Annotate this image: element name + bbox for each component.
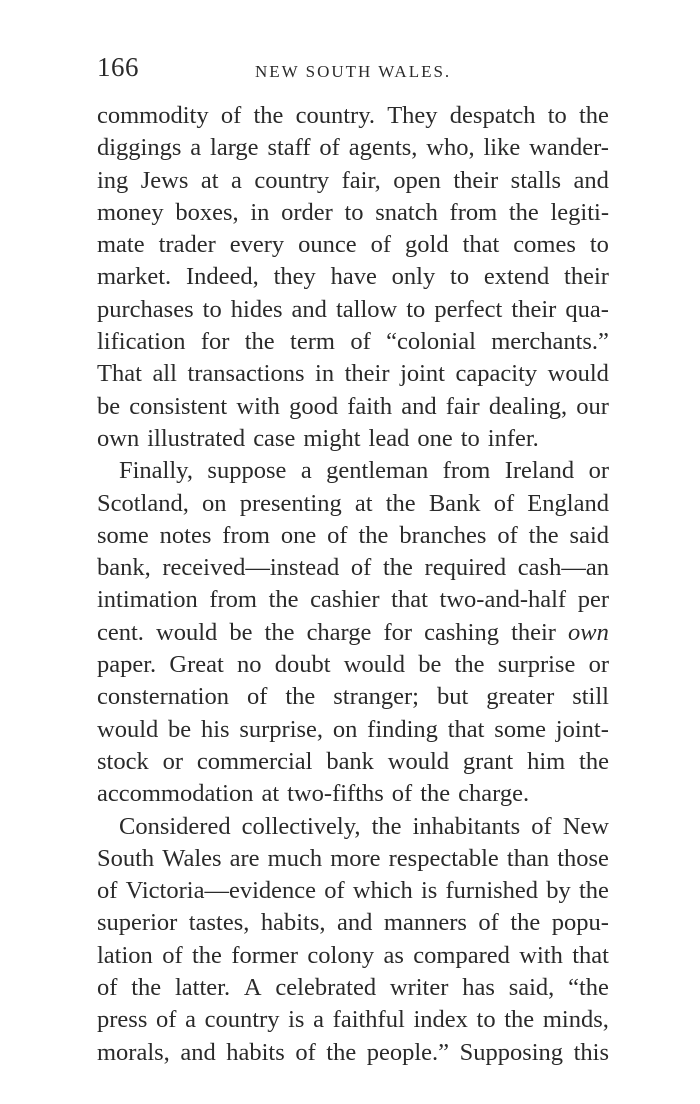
text-line: commodity of the country. They despatch to the (97, 102, 609, 129)
text-line: diggings a large staff of agents, who, like wander- (97, 134, 609, 162)
page-header (97, 52, 609, 88)
text-line: market. Indeed, they have only to extend their (97, 263, 609, 291)
text-line: own illustrated case might lead one to infer. (97, 424, 539, 452)
body-text (97, 100, 609, 1069)
text-line: of the latter. A celebrated writer has said, “the (97, 974, 609, 1002)
paragraph (97, 455, 609, 810)
paragraph (97, 100, 609, 455)
text-line: Considered collectively, the inhabitants of New (119, 812, 609, 840)
text-line: superior tastes, habits, and manners of the popu- (97, 909, 609, 937)
text-line: consternation of the stranger; but greater still (97, 683, 609, 711)
text-line: bank, received—instead of the required cash—an (97, 554, 609, 582)
text-line: ing Jews at a country fair, open their stalls and (97, 166, 609, 194)
text-line: accommodation at two-fifths of the charge. (97, 780, 530, 808)
text-line: cent. would be the charge for cashing their own (97, 618, 609, 646)
text-line: Finally, suppose a gentleman from Ireland or (119, 457, 609, 485)
text-line: lification for the term of “colonial merchants.” (97, 328, 609, 356)
text-line: Scotland, on presenting at the Bank of England (97, 489, 609, 517)
page-number: 166 (97, 52, 139, 82)
text-line: money boxes, in order to snatch from the legiti- (97, 198, 609, 226)
text-line: paper. Great no doubt would be the surprise or (97, 651, 609, 679)
text-line: That all transactions in their joint capacity would (97, 360, 609, 388)
text-line: would be his surprise, on finding that some joint- (97, 715, 609, 743)
text-line: mate trader every ounce of gold that comes to (97, 231, 609, 259)
text-line: of Victoria—evidence of which is furnished by the (97, 877, 609, 905)
text-line: stock or commercial bank would grant him the (97, 747, 609, 775)
text-line: lation of the former colony as compared with that (97, 941, 609, 969)
paragraph (97, 811, 609, 1069)
text-line: be consistent with good faith and fair dealing, our (97, 392, 609, 420)
text-line: purchases to hides and tallow to perfect their qua- (97, 295, 609, 323)
text-line: South Wales are much more respectable than those (97, 844, 609, 872)
running-title: NEW SOUTH WALES. (255, 62, 452, 81)
text-line: morals, and habits of the people.” Supposing this (97, 1038, 609, 1066)
text-line: some notes from one of the branches of the said (97, 521, 609, 549)
text-line: intimation from the cashier that two-and-half per (97, 586, 609, 614)
text-line: press of a country is a faithful index to the minds, (97, 1006, 609, 1034)
